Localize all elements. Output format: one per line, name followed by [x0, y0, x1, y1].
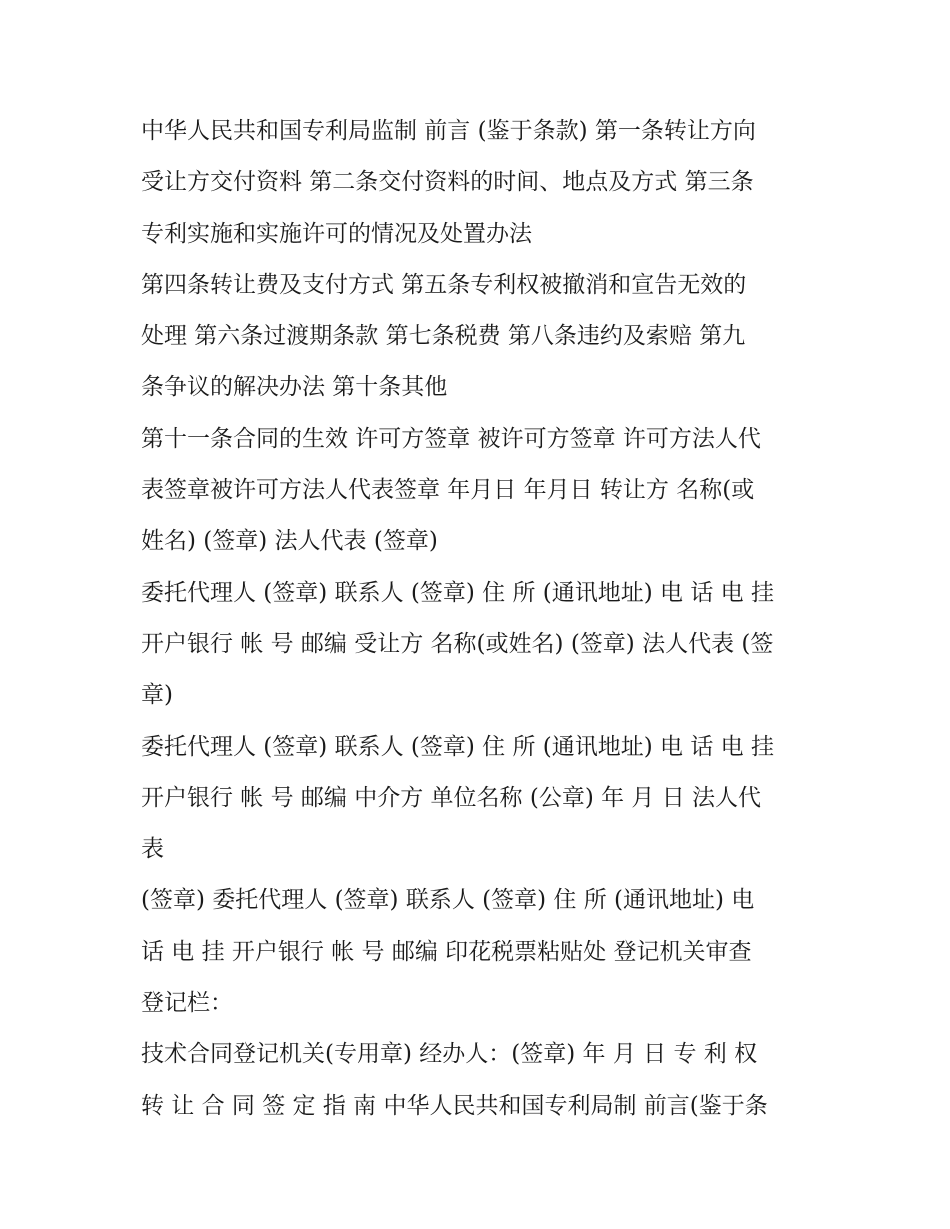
text-line: 受让方交付资料 第二条交付资料的时间、地点及方式 第三条 [141, 169, 754, 196]
text-line: 开户银行 帐 号 邮编 受让方 名称(或姓名) (签章) 法人代表 (签 [141, 630, 774, 657]
text-line: 专利实施和实施许可的情况及处置办法 [141, 220, 532, 247]
text-line: 处理 第六条过渡期条款 第七条税费 第八条违约及索赔 第九 [141, 323, 746, 350]
text-line: 开户银行 帐 号 邮编 中介方 单位名称 (公章) 年 月 日 法人代 [141, 784, 762, 811]
text-line: 委托代理人 (签章) 联系人 (签章) 住 所 (通讯地址) 电 话 电 挂 [141, 733, 774, 760]
paragraph-6 [141, 875, 811, 1029]
paragraph-4 [141, 568, 811, 722]
text-line: 转 让 合 同 签 定 指 南 中华人民共和国专利局制 前言(鉴于条 [141, 1092, 768, 1119]
text-line: 中华人民共和国专利局监制 前言 (鉴于条款) 第一条转让方向 [141, 118, 756, 144]
text-line: 姓名) (签章) 法人代表 (签章) [141, 528, 438, 555]
paragraph-7 [141, 1029, 811, 1132]
text-line: 表签章被许可方法人代表签章 年月日 年月日 转让方 名称(或 [141, 477, 755, 504]
paragraph-5 [141, 722, 811, 876]
paragraph-1 [141, 106, 811, 260]
paragraph-3 [141, 414, 811, 568]
text-line: 条争议的解决办法 第十条其他 [141, 374, 448, 401]
text-line: 登记栏： [141, 990, 233, 1017]
text-line: 话 电 挂 开户银行 帐 号 邮编 印花税票粘贴处 登记机关审查 [141, 938, 752, 965]
text-line: 委托代理人 (签章) 联系人 (签章) 住 所 (通讯地址) 电 话 电 挂 [141, 579, 774, 606]
document-body [141, 106, 811, 1132]
text-line: 表 [141, 836, 164, 863]
text-line: 技术合同登记机关(专用章) 经办人：(签章) 年 月 日 专 利 权 [141, 1041, 758, 1068]
text-line: 第十一条合同的生效 许可方签章 被许可方签章 许可方法人代 [141, 425, 761, 452]
text-line: 第四条转让费及支付方式 第五条专利权被撤消和宣告无效的 [141, 271, 747, 298]
text-line: (签章) 委托代理人 (签章) 联系人 (签章) 住 所 (通讯地址) 电 [141, 887, 755, 914]
paragraph-2 [141, 260, 811, 414]
text-line: 章) [141, 682, 173, 709]
